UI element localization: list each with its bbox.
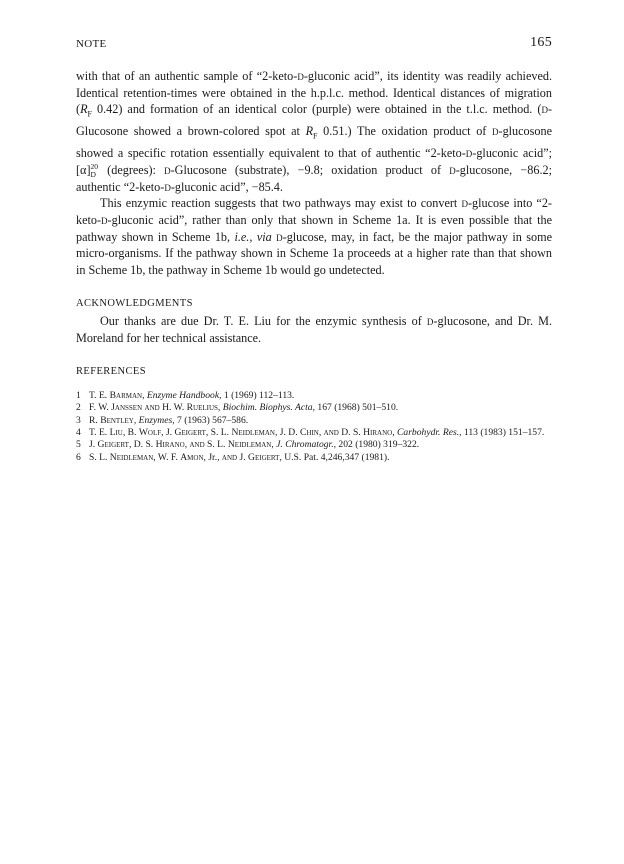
acknowledgments-heading: ACKNOWLEDGMENTS [76,298,193,310]
reference-item: 2 F. W. Janssen and H. W. Ruelius, Biochim. Biophys. Acta, 167 (1968) 501–510. [76,402,399,414]
reference-item: 6 S. L. Neidleman, W. F. Amon, Jr., and J. Geigert, U.S. Pat. 4,246,347 (1981). [76,451,390,463]
journal-page [76,36,552,474]
running-head-section: NOTE [76,38,107,50]
running-head [76,36,552,52]
article-body [76,68,552,464]
page-number: 165 [530,35,552,50]
references-heading: REFERENCES [76,366,146,378]
reference-item: 4 T. E. Liu, B. Wolf, J. Geigert, S. L. Neidleman, J. D. Chin, and D. S. Hirano, Carbohydr. Res., 113 (1983) 151–157. [76,427,545,438]
body-paragraph-2: This enzymic reaction suggests that two pathways may exist to convert d-glucose into “2-keto-d-gluconic acid”, rather than only that shown in Scheme 1a. It is even possible that the pathway shown in Scheme 1b, i.e., via d-glucose, may, in fact, be the major pathway in some micro-organisms. If the pathway shown in Scheme 1a proceeds at a higher rate than that shown in Scheme 1b, the pathway in Scheme 1b would go undetected. [76,196,553,277]
acknowledgments-text: Our thanks are due Dr. T. E. Liu for the enzymic synthesis of d-glucosone, and Dr. M. Moreland for her technical assistance. [76,314,552,345]
body-paragraph-1: with that of an authentic sample of “2-keto-d-gluconic acid”, its identity was readily achieved. Identical retention-times were obtained in the h.p.l.c. method. Identical distances of migration ($R_F$ 0.42) and formation of an identical color (purple) were obtained in the t.l.c. method. (d-Glucosone showed a brown-colored spot at $R_F$ 0.51.) The oxidation product of d-glucosone showed a specific rotation essentially equivalent to that of authentic “2-keto-d-gluconic acid”; [α] 20 D (degrees): d-Glucosone (substrate), −9.8; oxidation product of d-glucosone, −86.2; authentic “2-keto-d-gluconic acid”, −85.4. [76,69,552,194]
reference-item: 5 J. Geigert, D. S. Hirano, and S. L. Neidleman, J. Chromatogr., 202 (1980) 319–322. [76,439,420,451]
reference-item: 1 T. E. Barman, Enzyme Handbook, 1 (1969) 112–113. [76,389,295,401]
reference-list [76,390,552,464]
reference-item: 3 R. Bentley, Enzymes, 7 (1963) 567–586. [76,414,249,426]
